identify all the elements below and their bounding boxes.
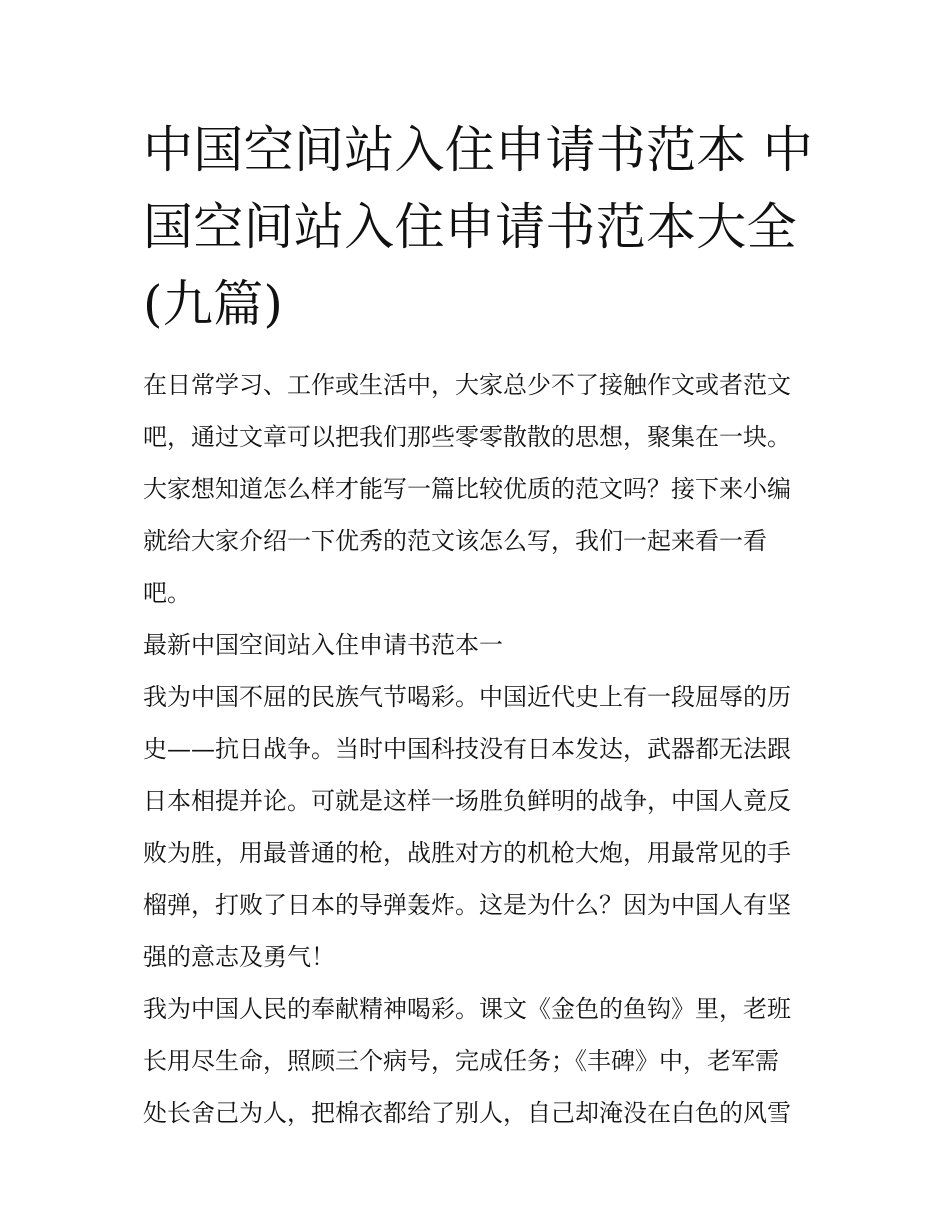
intro-paragraph: 在日常学习、工作或生活中，大家总少不了接触作文或者范文 吧，通过文章可以把我们那些零零散散的思想，聚集在一块。 大家想知道怎么样才能写一篇比较优质的范文吗？接下来小编 就给大家介绍一下优秀的范文该怎么写，我们一起来看一看 吧。 [143, 371, 791, 607]
document-page [143, 112, 815, 1139]
body-paragraph: 我为中国不屈的民族气节喝彩。中国近代史上有一段屈辱的历 史——抗日战争。当时中国科技没有日本发达，武器都无法跟 日本相提并论。可就是这样一场胜负鲜明的战争，中国人竟反 败为胜，用最普通的枪，战胜对方的机枪大炮，用最常见的手 榴弹，打败了日本的导弹轰炸。这是为什么？因为中国人有坚 强的意志及勇气！ [143, 683, 791, 971]
body-paragraph: 我为中国人民的奉献精神喝彩。课文《金色的鱼钩》里，老班 长用尽生命，照顾三个病号，完成任务；《丰碑》中，老军需 处长舍己为人，把棉衣都给了别人，自己却淹没在白色的风雪 [143, 995, 791, 1127]
document-title: 中国空间站入住申请书范本 中 国空间站入住申请书范本大全 (九篇) [143, 121, 814, 333]
section-heading: 最新中国空间站入住申请书范本一 [143, 631, 503, 659]
